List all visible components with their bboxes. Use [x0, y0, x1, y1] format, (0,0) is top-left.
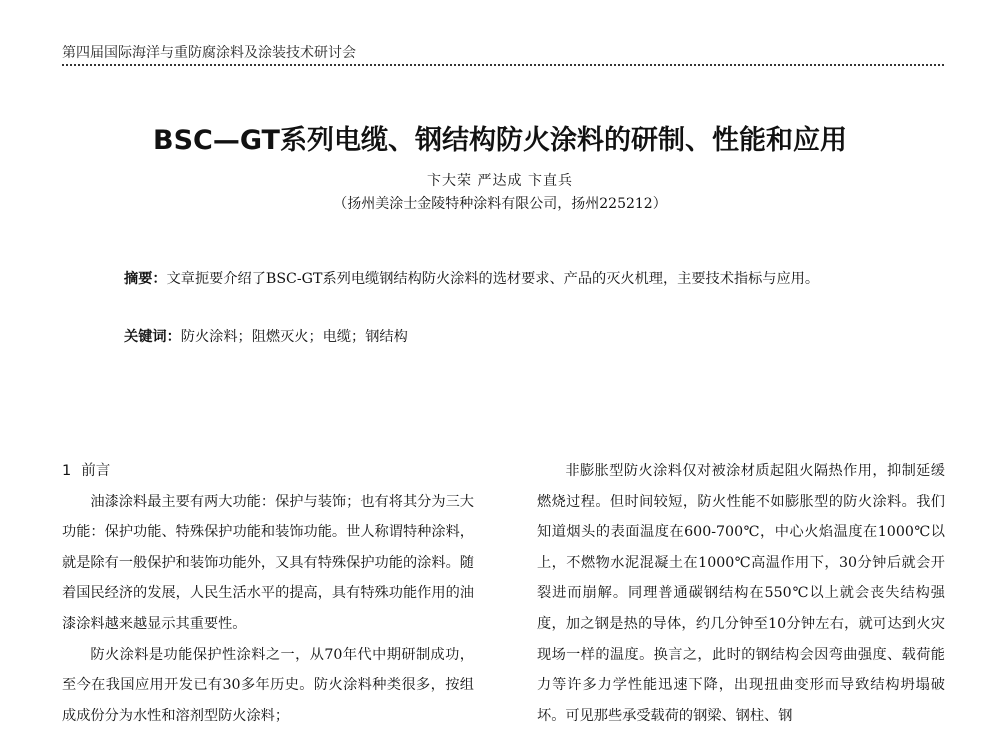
left-column	[62, 456, 474, 731]
section-number: 1	[62, 463, 72, 479]
affiliation: （扬州美涂士金陵特种涂料有限公司，扬州225212）	[333, 196, 667, 212]
abstract	[124, 265, 894, 293]
paper-title: BSC—GT系列电缆、钢结构防火涂料的研制、性能和应用	[153, 125, 847, 156]
abstract-label: 摘要：	[124, 271, 167, 287]
running-header: 第四届国际海洋与重防腐涂料及涂装技术研讨会	[62, 45, 356, 61]
paragraph: 防火涂料是功能保护性涂料之一，从70年代中期研制成功，至今在我国应用开发已有30多年历史。防火涂料种类很多，按组成成份分为水性和溶剂型防火涂料；	[62, 646, 474, 724]
keywords	[124, 326, 894, 346]
keywords-text: 防火涂料；阻燃灭火；电缆；钢结构	[180, 329, 408, 345]
section-heading	[62, 456, 474, 487]
paragraph: 油漆涂料最主要有两大功能：保护与装饰；也有将其分为三大功能：保护功能、特殊保护功能和装饰功能。世人称谓特种涂料，就是除有一般保护和装饰功能外，又具有特殊保护功能的涂料。随着国民经济的发展，人民生活水平的提高，具有特殊功能作用的油漆涂料越来越显示其重要性。	[62, 493, 474, 632]
keywords-label: 关键词：	[124, 329, 181, 345]
header-divider	[62, 64, 944, 66]
abstract-text: 文章扼要介绍了BSC-GT系列电缆钢结构防火涂料的选材要求、产品的灭火机理，主要技术指标与应用。	[166, 271, 820, 287]
right-column	[537, 456, 945, 731]
authors: 卞大荣 严达成 卞直兵	[427, 173, 573, 189]
section-title: 前言	[81, 463, 111, 479]
paragraph: 非膨胀型防火涂料仅对被涂材质起阻火隔热作用，抑制延缓燃烧过程。但时间较短，防火性能不如膨胀型的防火涂料。我们知道烟头的表面温度在600-700℃，中心火焰温度在1000℃以上，不燃物水泥混凝土在1000℃高温作用下，30分钟后就会开裂进而崩解。同理普通碳钢结构在550℃以上就会丧失结构强度，加之钢是热的导体，约几分钟至10分钟左右，就可达到火灾现场一样的温度。换言之，此时的钢结构会因弯曲强度、载荷能力等许多力学性能迅速下降，出现扭曲变形而导致结构坍塌破坏。可见那些承受载荷的钢梁、钢柱、钢	[537, 463, 945, 724]
